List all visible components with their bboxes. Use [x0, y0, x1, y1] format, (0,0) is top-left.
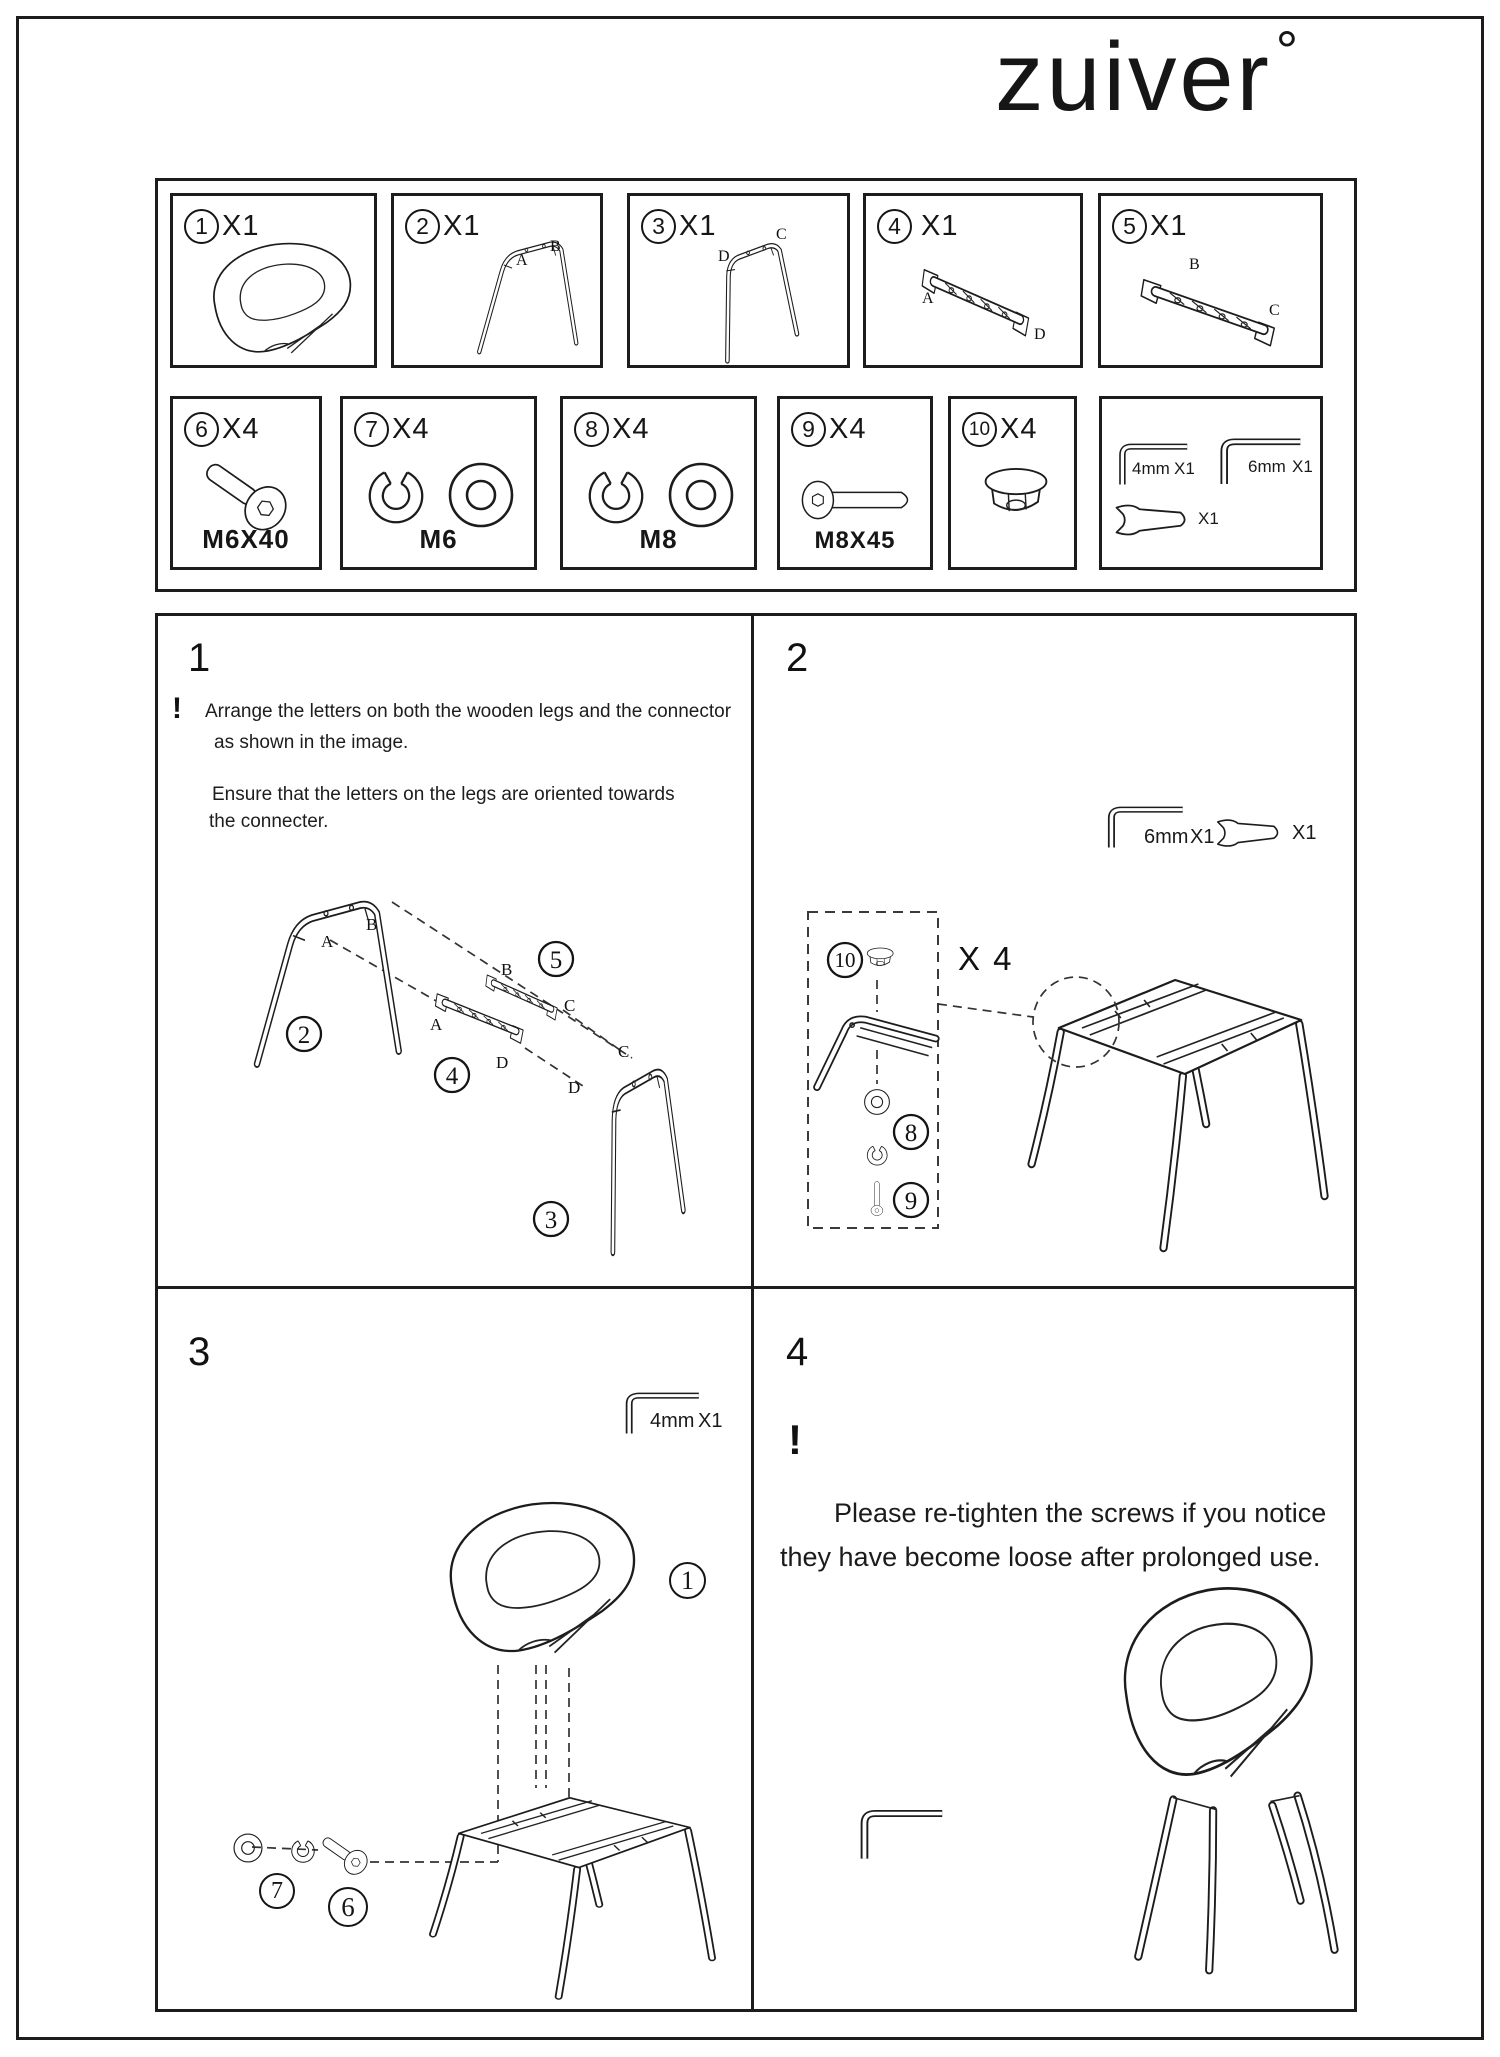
step-1-badge-2: 2: [297, 1022, 311, 1049]
part-3-leg-frame-drawing: [685, 231, 810, 366]
step-3-seat-shell-drawing: [420, 1490, 655, 1665]
allen-key-6mm-qty: X1: [1292, 457, 1313, 476]
part-5-connector-drawing: [1136, 268, 1286, 356]
part-3-number-badge: 3: [641, 209, 676, 244]
step-1-badge-4: 4: [445, 1063, 459, 1090]
step-3-bolt-drawing: [318, 1828, 374, 1884]
step-2-allen-key-6mm-label: 6mm: [1144, 826, 1189, 848]
part-6-size: M6X40: [202, 524, 290, 554]
step-4-allen-key-icon: [852, 1802, 948, 1864]
part-5-number-badge: 5: [1112, 209, 1147, 244]
step-4-assembled-chair-drawing: [1080, 1572, 1352, 1984]
part-box-6: [170, 396, 322, 570]
step-4-text-line1: Please re-tighten the screws if you notice: [834, 1498, 1327, 1528]
step-4-warning-mark: !: [788, 1416, 802, 1463]
part-10-number-badge: 10: [962, 412, 997, 447]
step-1-text-line4: the connecter.: [209, 811, 329, 832]
wrench-icon: [1110, 501, 1192, 539]
part-5-label: [1112, 209, 1187, 244]
part-7-flat-washer-drawing: [441, 455, 521, 535]
allen-key-4mm-label: 4mm: [1132, 459, 1170, 478]
part-7-spring-washer-drawing: [361, 461, 431, 531]
part-6-qty: X4: [222, 413, 260, 445]
step-1-diagram: [180, 850, 750, 1270]
part-1-seat-shell-drawing: [191, 234, 366, 362]
part-6-number-badge: 6: [184, 412, 219, 447]
step-2-badge-9: 9: [904, 1188, 918, 1215]
part-box-5: [1098, 193, 1323, 368]
step-1-number: 1: [188, 636, 211, 680]
step-1-letter-c-connector5: C: [564, 996, 576, 1015]
step-1-warning-mark: !: [172, 692, 182, 725]
part-3-letter-d: D: [718, 248, 730, 265]
step-1-letter-a-left-frame: A: [321, 932, 334, 951]
step-3-base-drawing: [420, 1780, 725, 2010]
part-10-qty: X4: [1000, 413, 1038, 445]
part-7-qty: X4: [392, 413, 430, 445]
brand-logo-text: zuiver: [995, 22, 1272, 131]
part-box-3: [627, 193, 850, 368]
allen-key-4mm-qty: X1: [1174, 459, 1195, 478]
part-5-letter-c: C: [1269, 302, 1280, 319]
step-1-letter-d-connector4: D: [496, 1053, 509, 1072]
part-5-qty: X1: [1150, 210, 1188, 242]
step-2-allen-key-6mm-qty: X1: [1190, 826, 1215, 848]
part-9-size: M8X45: [814, 527, 896, 554]
part-box-7: [340, 396, 537, 570]
step-1-letter-c-right-frame: C: [618, 1042, 630, 1061]
part-4-label: [877, 209, 958, 244]
part-10-label: [962, 412, 1037, 447]
step-2-wrench-qty: X1: [1292, 822, 1317, 844]
part-4-letter-a: A: [922, 290, 934, 307]
part-3-qty: X1: [679, 210, 717, 242]
step-1-text-line1: Arrange the letters on both the wooden legs and the connector: [205, 701, 732, 722]
part-8-spring-washer-drawing: [581, 461, 651, 531]
step-2-number: 2: [786, 636, 809, 680]
step-1-badge-5: 5: [549, 947, 563, 974]
steps-horizontal-divider: [158, 1286, 1354, 1289]
step-1-letter-b-connector5: B: [501, 960, 513, 979]
step-3-number: 3: [188, 1330, 211, 1374]
part-8-number-badge: 8: [574, 412, 609, 447]
part-box-1: [170, 193, 377, 368]
part-box-8: [560, 396, 757, 570]
brand-logo: [995, 19, 1302, 131]
part-6-label: [184, 412, 259, 447]
step-4-number: 4: [786, 1330, 809, 1374]
part-5-letter-b: B: [1189, 256, 1200, 273]
part-9-bolt-drawing: [795, 469, 923, 531]
part-8-label: [574, 412, 649, 447]
part-2-number-badge: 2: [405, 209, 440, 244]
part-9-number-badge: 9: [791, 412, 826, 447]
part-box-2: [391, 193, 603, 368]
step-2-diagram: [790, 900, 1350, 1280]
allen-key-6mm-label: 6mm: [1248, 457, 1286, 476]
part-10-flange-nut-drawing: [978, 459, 1054, 521]
step-2-badge-8: 8: [904, 1120, 918, 1147]
part-2-qty: X1: [443, 210, 481, 242]
step-3-flat-washer-drawing: [230, 1830, 266, 1866]
step-4-text-line2: they have become loose after prolonged use.: [780, 1542, 1321, 1572]
part-2-letter-b: B: [550, 238, 561, 255]
brand-logo-degree-mark: °: [1275, 19, 1302, 82]
part-8-size: M8: [639, 524, 678, 554]
part-7-label: [354, 412, 429, 447]
part-9-qty: X4: [829, 413, 867, 445]
part-8-qty: X4: [612, 413, 650, 445]
step-3-badge-1: 1: [669, 1562, 706, 1599]
step-3-allen-key-4mm-label: 4mm: [650, 1410, 695, 1432]
part-1-number-badge: 1: [184, 209, 219, 244]
step-3-badge-6: 6: [328, 1887, 368, 1927]
part-2-letter-a: A: [516, 252, 528, 269]
part-3-letter-c: C: [776, 226, 787, 243]
step-3-badge-7: 7: [259, 1873, 295, 1909]
part-2-leg-frame-drawing: [469, 226, 587, 358]
part-4-number-badge: 4: [877, 209, 912, 244]
part-4-connector-drawing: [918, 258, 1038, 346]
part-7-number-badge: 7: [354, 412, 389, 447]
step-2-badge-10: 10: [834, 948, 856, 972]
part-4-qty: X1: [921, 210, 959, 242]
part-box-10: [948, 396, 1077, 570]
step-3-allen-key-4mm-qty: X1: [698, 1410, 723, 1432]
step-1-letter-a-connector4: A: [430, 1015, 443, 1034]
wrench-qty: X1: [1198, 509, 1219, 528]
step-1-letter-d-right-frame: D: [568, 1078, 581, 1097]
part-box-4: [863, 193, 1083, 368]
part-8-flat-washer-drawing: [661, 455, 741, 535]
step-1-text-line3: Ensure that the letters on the legs are oriented towards: [212, 784, 675, 805]
step-1-text-line2: as shown in the image.: [214, 732, 409, 753]
step-1-letter-b-left-frame: B: [366, 915, 378, 934]
step-2-multiplier: X 4: [958, 940, 1014, 977]
step-2-wrench-icon: [1212, 816, 1284, 850]
tools-box: [1099, 396, 1323, 570]
step-1-badge-3: 3: [544, 1207, 558, 1234]
step-3-spring-washer-drawing: [288, 1836, 318, 1866]
part-box-9: [777, 396, 933, 570]
part-7-size: M6: [419, 524, 458, 554]
part-4-letter-d: D: [1034, 326, 1046, 343]
steps-vertical-divider: [751, 616, 754, 2009]
part-1-qty: X1: [222, 210, 260, 242]
part-9-label: [791, 412, 866, 447]
